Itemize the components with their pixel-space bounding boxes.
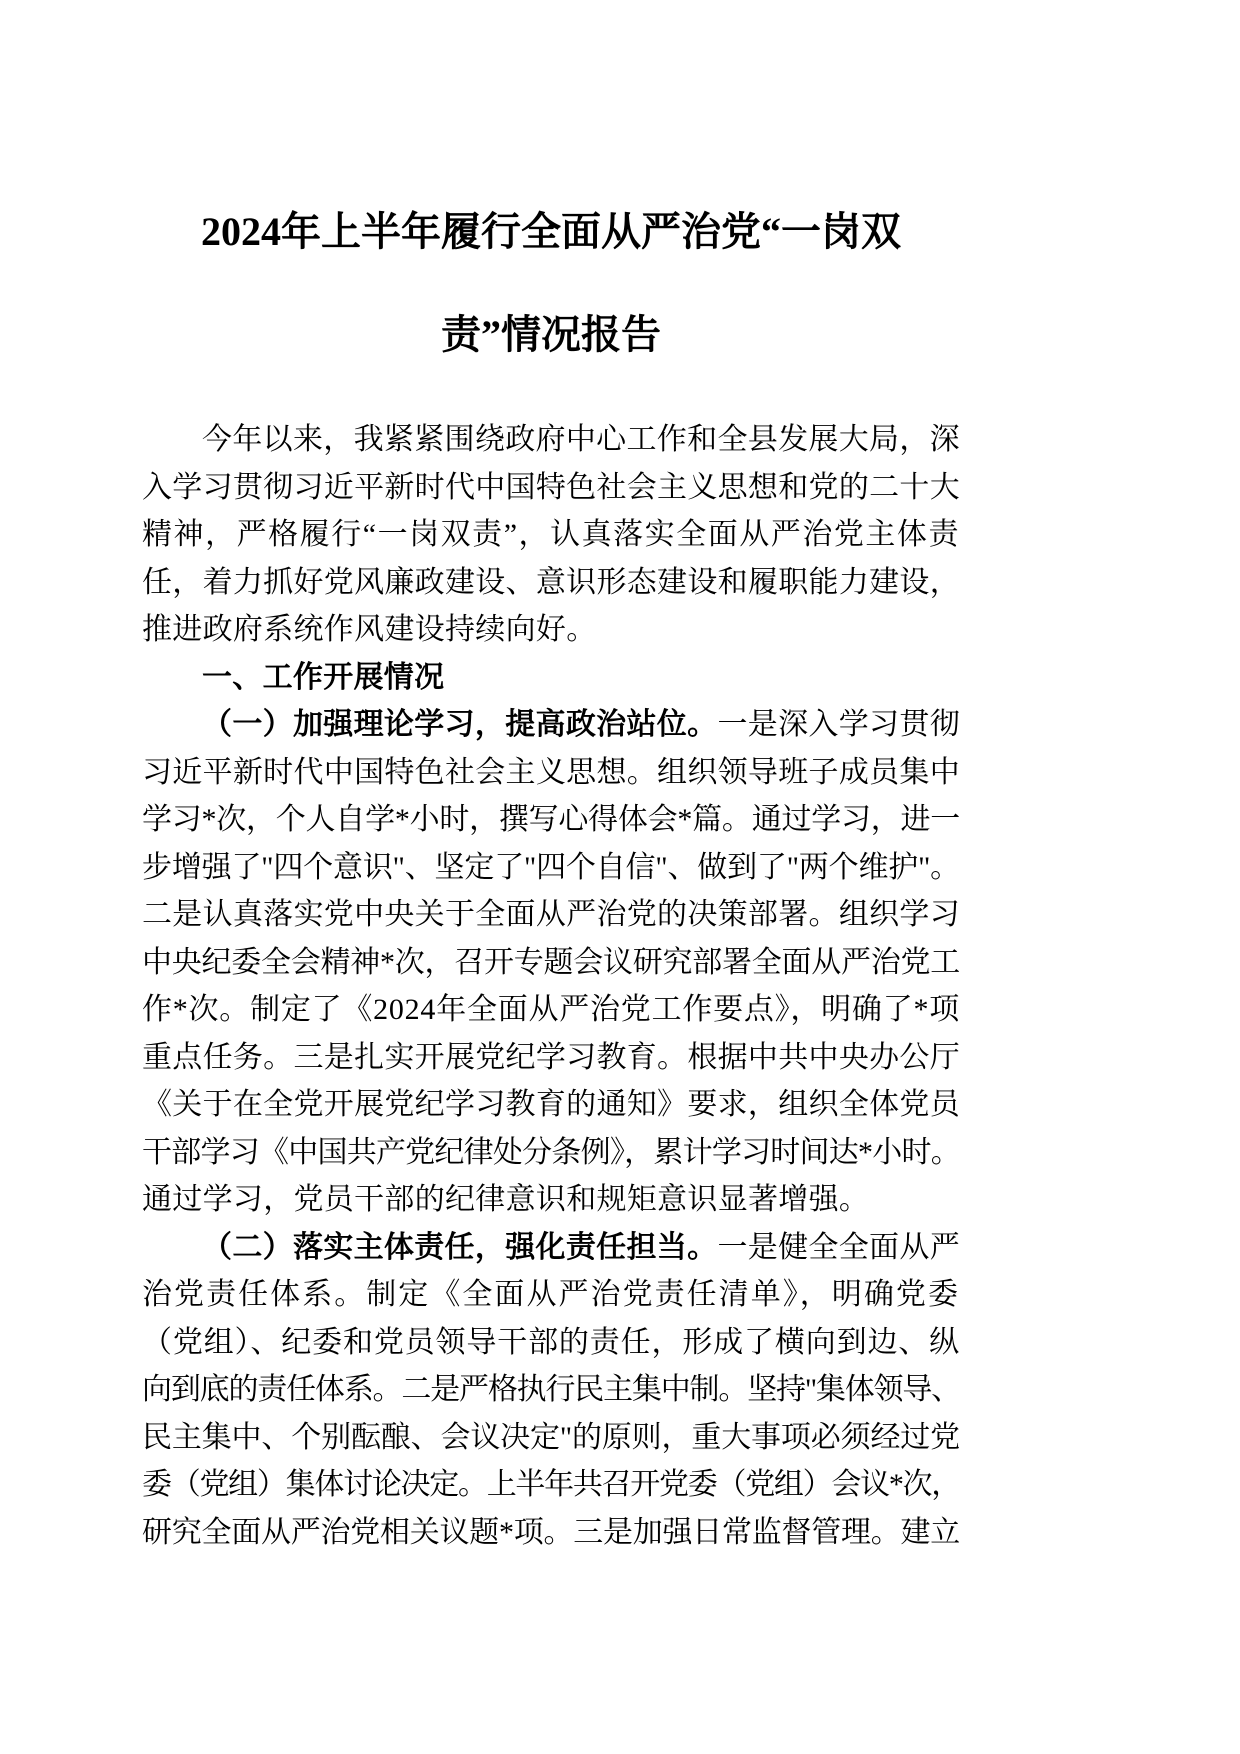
paragraph-line: 今年以来，我紧紧围绕政府中心工作和全县发展大局，深 [202,423,960,456]
report-body [142,416,960,1556]
paragraph-line: 习近平新时代中国特色社会主义思想。组织领导班子成员集中 [142,755,960,789]
paragraph-line: 《关于在全党开展党纪学习教育的通知》要求，组织全体党员 [142,1088,960,1121]
paragraph-line: （党组）、纪委和党员领导干部的责任，形成了横向到边、纵 [142,1325,960,1359]
paragraph-line: 委（党组）集体讨论决定。上半年共召开党委（党组）会议*次， [142,1468,960,1501]
paragraph-line-text: 一是健全全面从严 [717,1230,961,1264]
paragraph-line: 入学习贯彻习近平新时代中国特色社会主义思想和党的二十大 [142,470,960,504]
paragraph-line: 推进政府系统作风建设持续向好。 [142,613,597,646]
subsection-lead: （一）加强理论学习，提高政治站位。 [202,708,718,741]
subsection-lead: （二）落实主体责任，强化责任担当。 [202,1230,718,1264]
paragraph-line: 治党责任体系。制定《全面从严治党责任清单》，明确党委 [142,1278,960,1311]
paragraph-line: 任，着力抓好党风廉政建设、意识形态建设和履职能力建设， [142,565,960,599]
paragraph-line: 向到底的责任体系。二是严格执行民主集中制。坚持"集体领导、 [142,1373,960,1406]
subsection-paragraph [142,1224,960,1557]
paragraph-line [142,701,960,749]
paragraph-line: 学习*次，个人自学*小时，撰写心得体会*篇。通过学习，进一 [142,803,960,836]
section-heading: 一、工作开展情况 [202,660,445,694]
paragraph-line: 重点任务。三是扎实开展党纪学习教育。根据中共中央办公厅 [142,1040,960,1074]
paragraph-line: 中央纪委全会精神*次，召开专题会议研究部署全面从严治党工 [142,945,960,979]
paragraph-line [142,1224,960,1272]
title-line: 责”情况报告 [441,312,661,357]
paragraph-line: 民主集中、个别酝酿、会议决定"的原则，重大事项必须经过党 [142,1420,960,1454]
title-line: 2024年上半年履行全面从严治党“一岗双 [201,209,901,254]
subsection-paragraph [142,701,960,1224]
paragraph-line: 精神，严格履行“一岗双责”，认真落实全面从严治党主体责 [142,518,960,551]
paragraph-line: 作*次。制定了《2024年全面从严治党工作要点》，明确了*项 [142,993,960,1026]
paragraph-line: 二是认真落实党中央关于全面从严治党的决策部署。组织学习 [142,898,960,931]
paragraph-line: 通过学习，党员干部的纪律意识和规矩意识显著增强。 [142,1183,870,1216]
paragraph-line: 步增强了"四个意识"、坚定了"四个自信"、做到了"两个维护"。 [142,850,960,884]
paragraph-line-text: 一是深入学习贯彻 [717,708,961,741]
paragraph-line: 干部学习《中国共产党纪律处分条例》，累计学习时间达*小时。 [142,1135,960,1169]
intro-paragraph [142,416,960,654]
paragraph-line: 研究全面从严治党相关议题*项。三是加强日常监督管理。建立 [142,1515,960,1549]
